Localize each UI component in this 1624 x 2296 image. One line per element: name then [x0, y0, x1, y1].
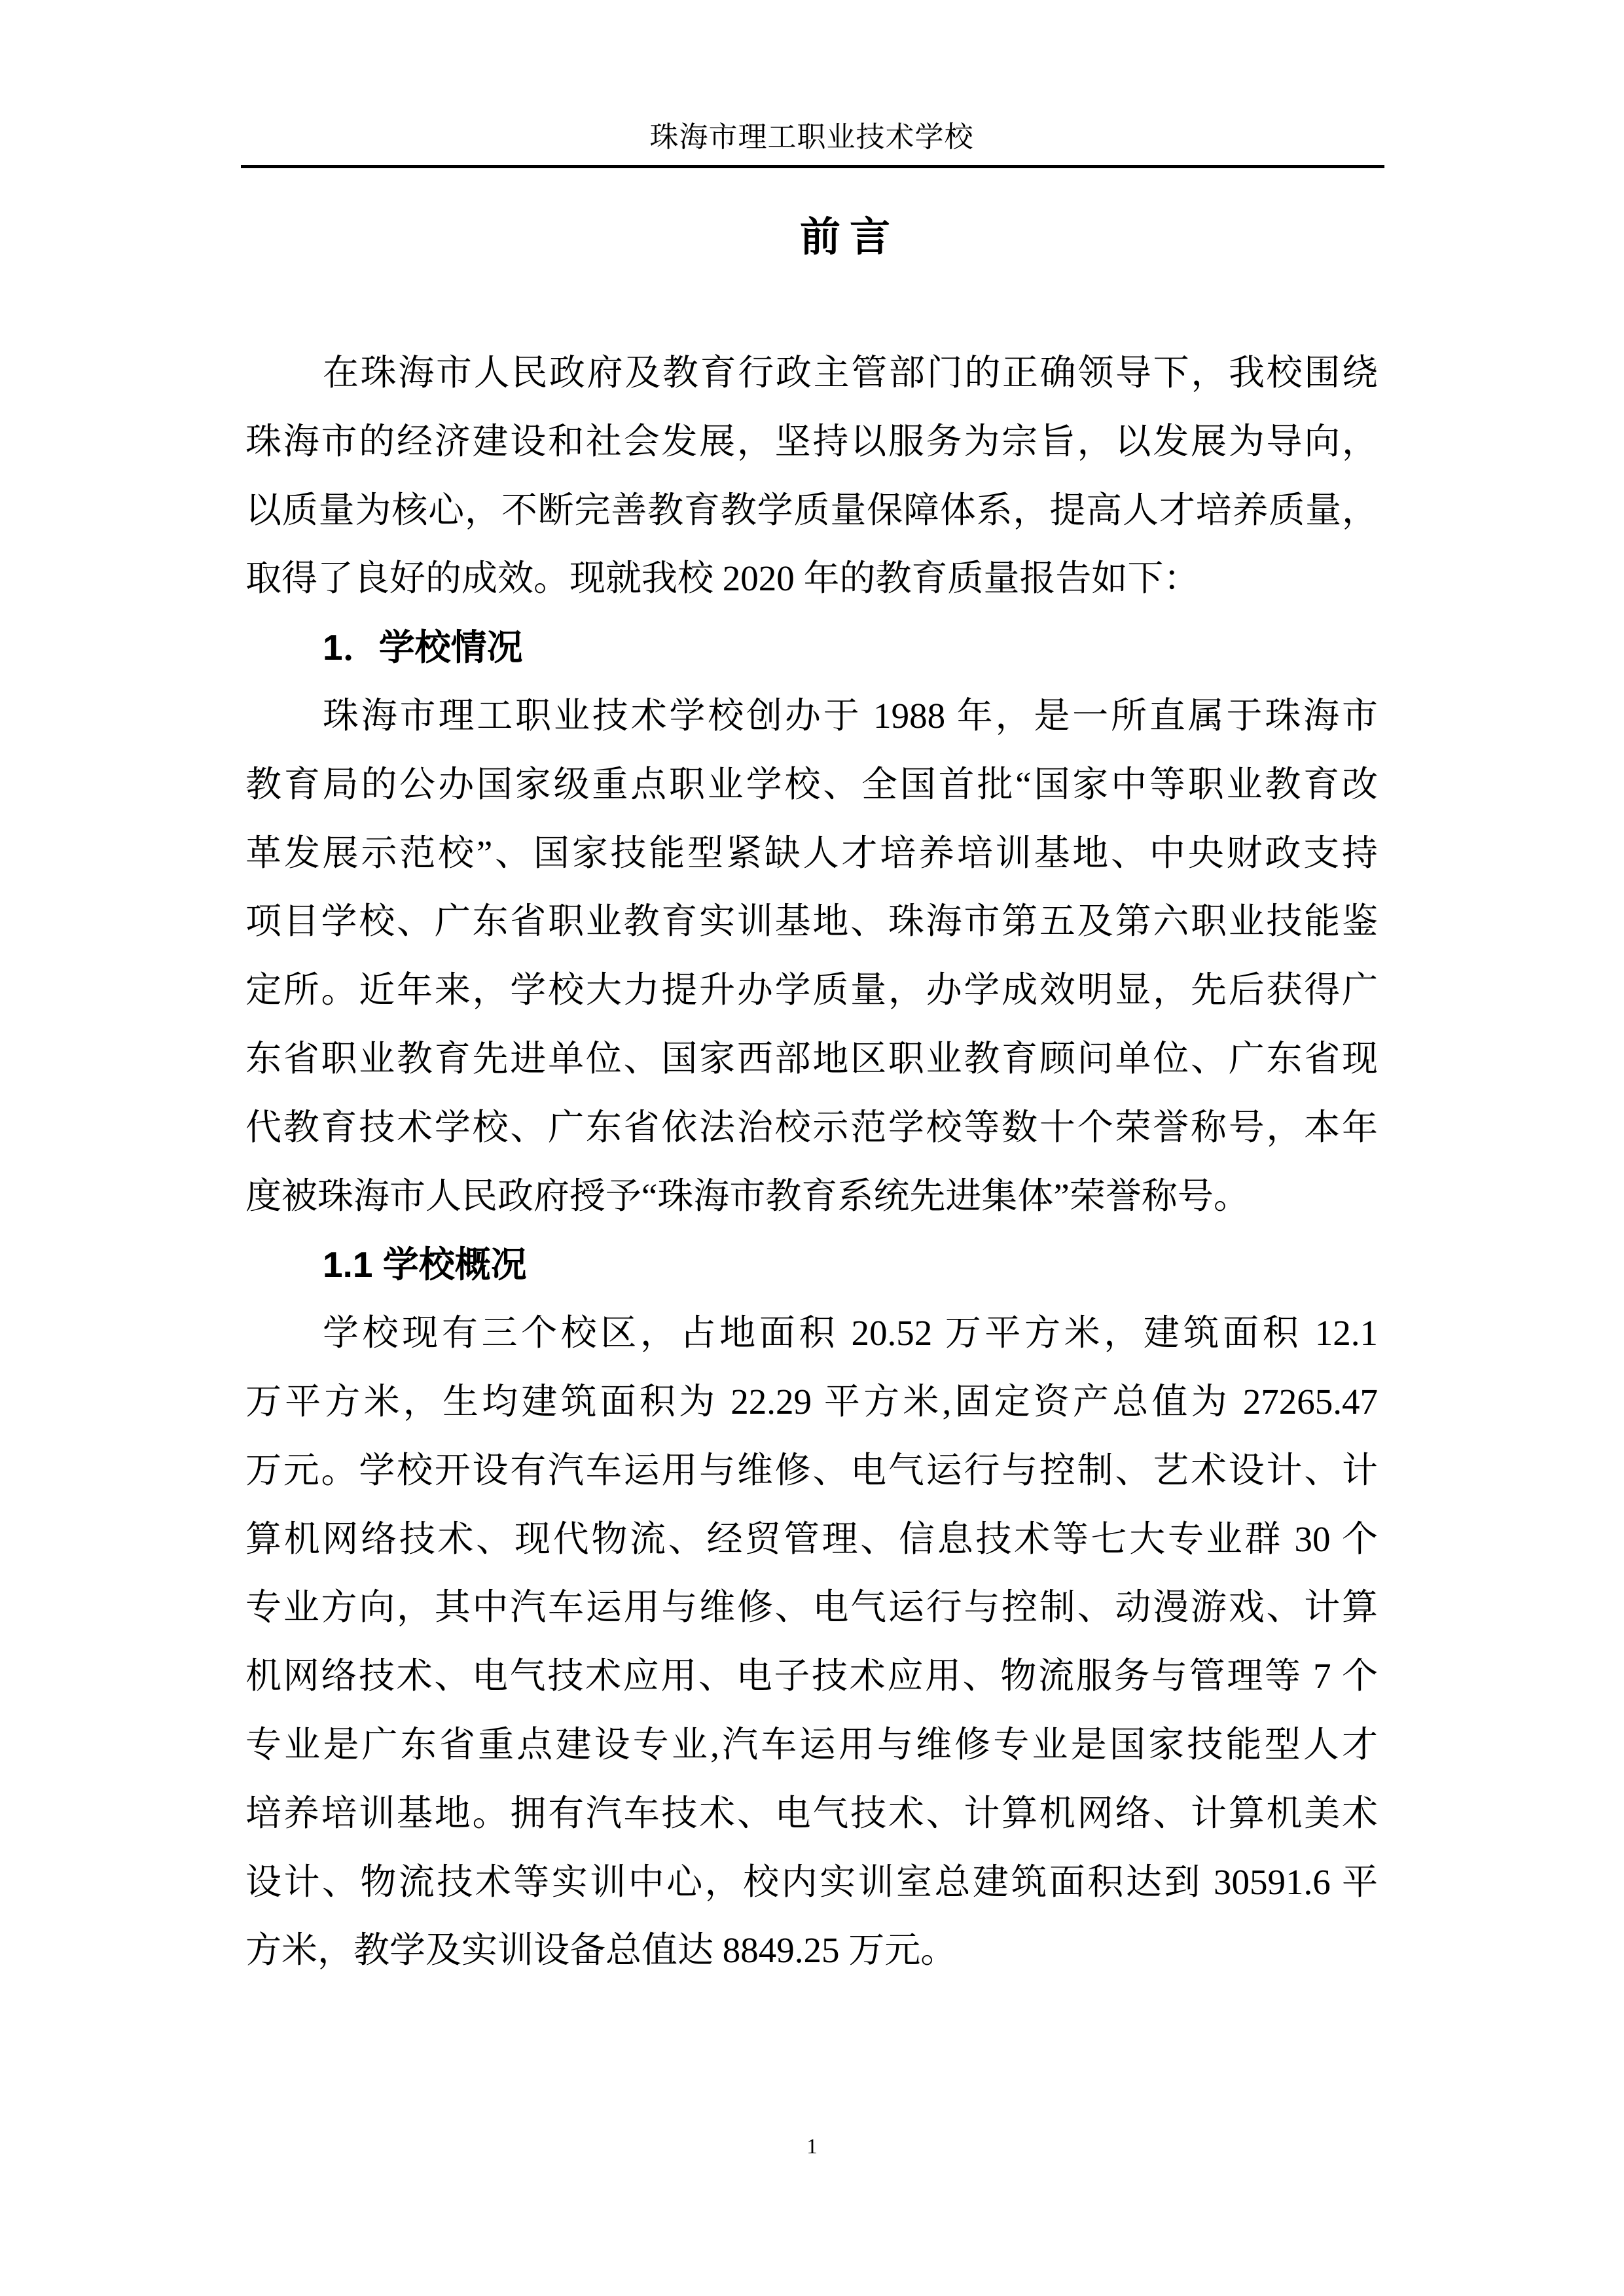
- text-line: 革发展示范校”、国家技能型紧缺人才培养培训基地、中央财政支持: [245, 833, 1378, 873]
- text-line: 度被珠海市人民政府授予“珠海市教育系统先进集体”荣誉称号。: [245, 1175, 1250, 1216]
- text-line: 定所。近年来，学校大力提升办学质量，办学成效明显，先后获得广: [245, 970, 1378, 1011]
- page-header-title: 珠海市理工职业技术学校: [649, 121, 974, 153]
- text-line: 项目学校、广东省职业教育实训基地、珠海市第五及第六职业技能鉴: [245, 901, 1378, 942]
- text-line: 珠海市理工职业技术学校创办于 1988 年，是一所直属于珠海市: [323, 695, 1378, 736]
- text-line: 万平方米，生均建筑面积为 22.29 平方米,固定资产总值为 27265.47: [245, 1381, 1378, 1422]
- text-line: 算机网络技术、现代物流、经贸管理、信息技术等七大专业群 30 个: [245, 1518, 1378, 1559]
- section-heading: 1.1 学校概况: [323, 1244, 527, 1285]
- text-line: 机网络技术、电气技术应用、电子技术应用、物流服务与管理等 7 个: [245, 1656, 1378, 1696]
- section-heading: 1．学校情况: [323, 627, 523, 668]
- text-line: 设计、物流技术等实训中心，校内实训室总建筑面积达到 30591.6 平: [245, 1861, 1378, 1902]
- text-line: 取得了良好的成效。现就我校 2020 年的教育质量报告如下：: [245, 558, 1200, 599]
- page-number: 1: [806, 2135, 818, 2159]
- text-line: 代教育技术学校、广东省依法治校示范学校等数十个荣誉称号，本年: [245, 1107, 1378, 1147]
- text-line: 珠海市的经济建设和社会发展，坚持以服务为宗旨，以发展为导向，: [245, 421, 1378, 461]
- document-title: 前言: [799, 215, 899, 260]
- text-line: 在珠海市人民政府及教育行政主管部门的正确领导下，我校围绕: [323, 353, 1378, 393]
- text-line: 专业是广东省重点建设专业,汽车运用与维修专业是国家技能型人才: [245, 1724, 1378, 1765]
- text-line: 教育局的公办国家级重点职业学校、全国首批“国家中等职业教育改: [245, 764, 1378, 804]
- text-line: 专业方向，其中汽车运用与维修、电气运行与控制、动漫游戏、计算: [245, 1587, 1378, 1628]
- text-line: 以质量为核心，不断完善教育教学质量保障体系，提高人才培养质量，: [245, 490, 1378, 530]
- text-line: 方米，教学及实训设备总值达 8849.25 万元。: [245, 1930, 957, 1971]
- text-line: 培养培训基地。拥有汽车技术、电气技术、计算机网络、计算机美术: [245, 1793, 1378, 1833]
- document-body: [245, 339, 1378, 1985]
- text-line: 万元。学校开设有汽车运用与维修、电气运行与控制、艺术设计、计: [245, 1450, 1378, 1490]
- text-line: 东省职业教育先进单位、国家西部地区职业教育顾问单位、广东省现: [245, 1038, 1378, 1079]
- header-rule-divider: [241, 165, 1384, 168]
- text-line: 学校现有三个校区，占地面积 20.52 万平方米，建筑面积 12.1: [323, 1313, 1378, 1354]
